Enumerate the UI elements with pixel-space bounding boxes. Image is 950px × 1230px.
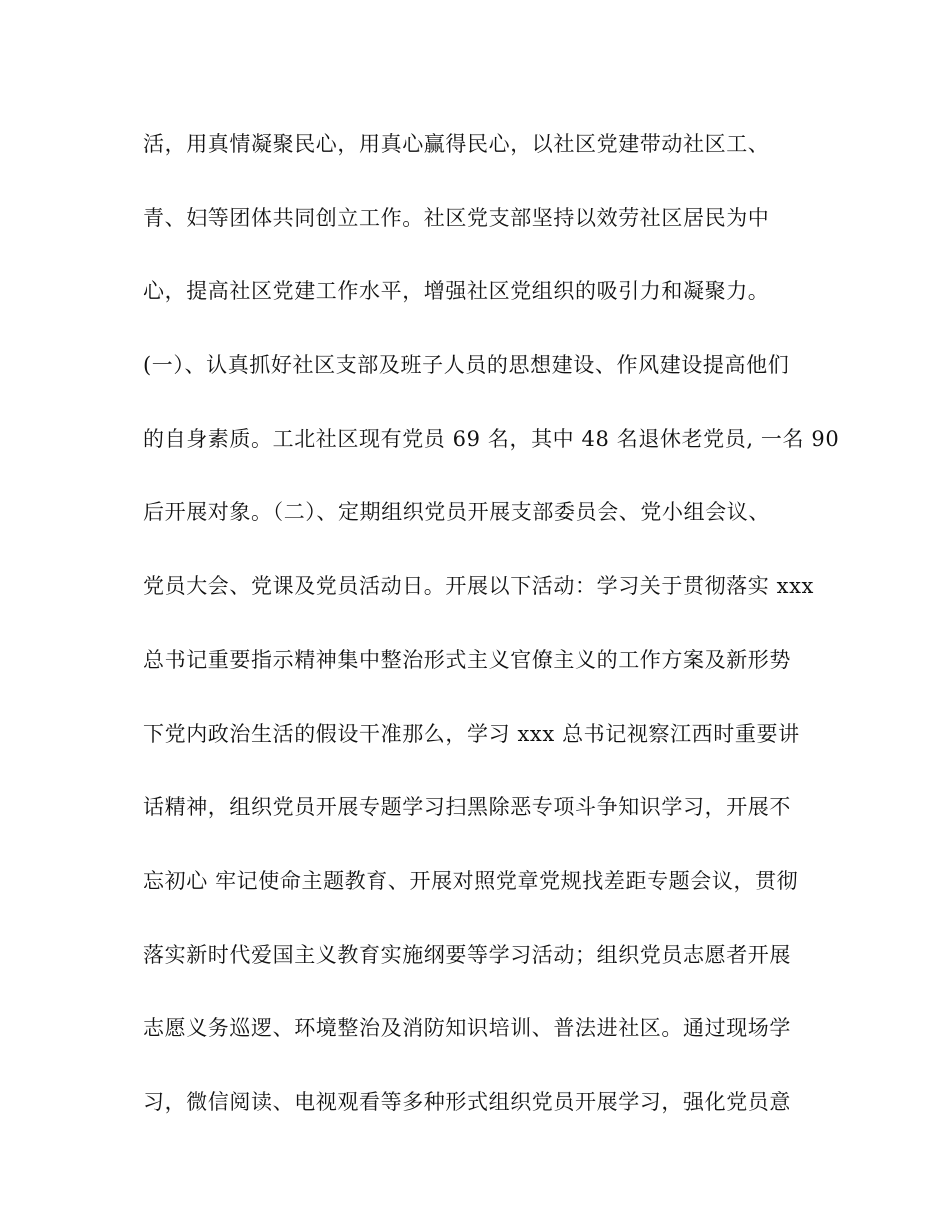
text-line: 志愿义务巡逻、环境整治及消防知识培训、普法进社区。通过现场学	[143, 1016, 791, 1041]
text-line: 落实新时代爱国主义教育实施纲要等学习活动；组织党员志愿者开展	[143, 942, 791, 967]
text-line: 的自身素质。工北社区现有党员 69 名，其中 48 名退休老党员, 一名 90	[143, 426, 840, 451]
body-text	[143, 124, 840, 1156]
text-line: 活，用真情凝聚民心，用真心赢得民心，以社区党建带动社区工、	[143, 132, 770, 156]
text-line: (一）、认真抓好社区支部及班子人员的思想建设、作风建设提高他们	[143, 353, 790, 378]
text-line: 党员大会、党课及党员活动日。开展以下活动：学习关于贯彻落实 xxx	[143, 574, 815, 599]
text-line: 后开展对象。（二）、定期组织党员开展支部委员会、党小组会议、	[143, 500, 770, 525]
text-line: 话精神，组织党员开展专题学习扫黑除恶专项斗争知识学习，开展不	[143, 795, 791, 820]
text-line: 下党内政治生活的假设干准那么，学习 xxx 总书记视察江西时重要讲	[143, 721, 800, 746]
text-line: 青、妇等团体共同创立工作。社区党支部坚持以效劳社区居民为中	[143, 205, 770, 230]
text-line: 习，微信阅读、电视观看等多种形式组织党员开展学习，强化党员意	[143, 1089, 791, 1114]
text-line: 心，提高社区党建工作水平，增强社区党组织的吸引力和凝聚力。	[143, 279, 770, 304]
text-line: 总书记重要指示精神集中整治形式主义官僚主义的工作方案及新形势	[143, 647, 791, 672]
text-line: 忘初心 牢记使命主题教育、开展对照党章党规找差距专题会议，贯彻	[143, 868, 799, 893]
